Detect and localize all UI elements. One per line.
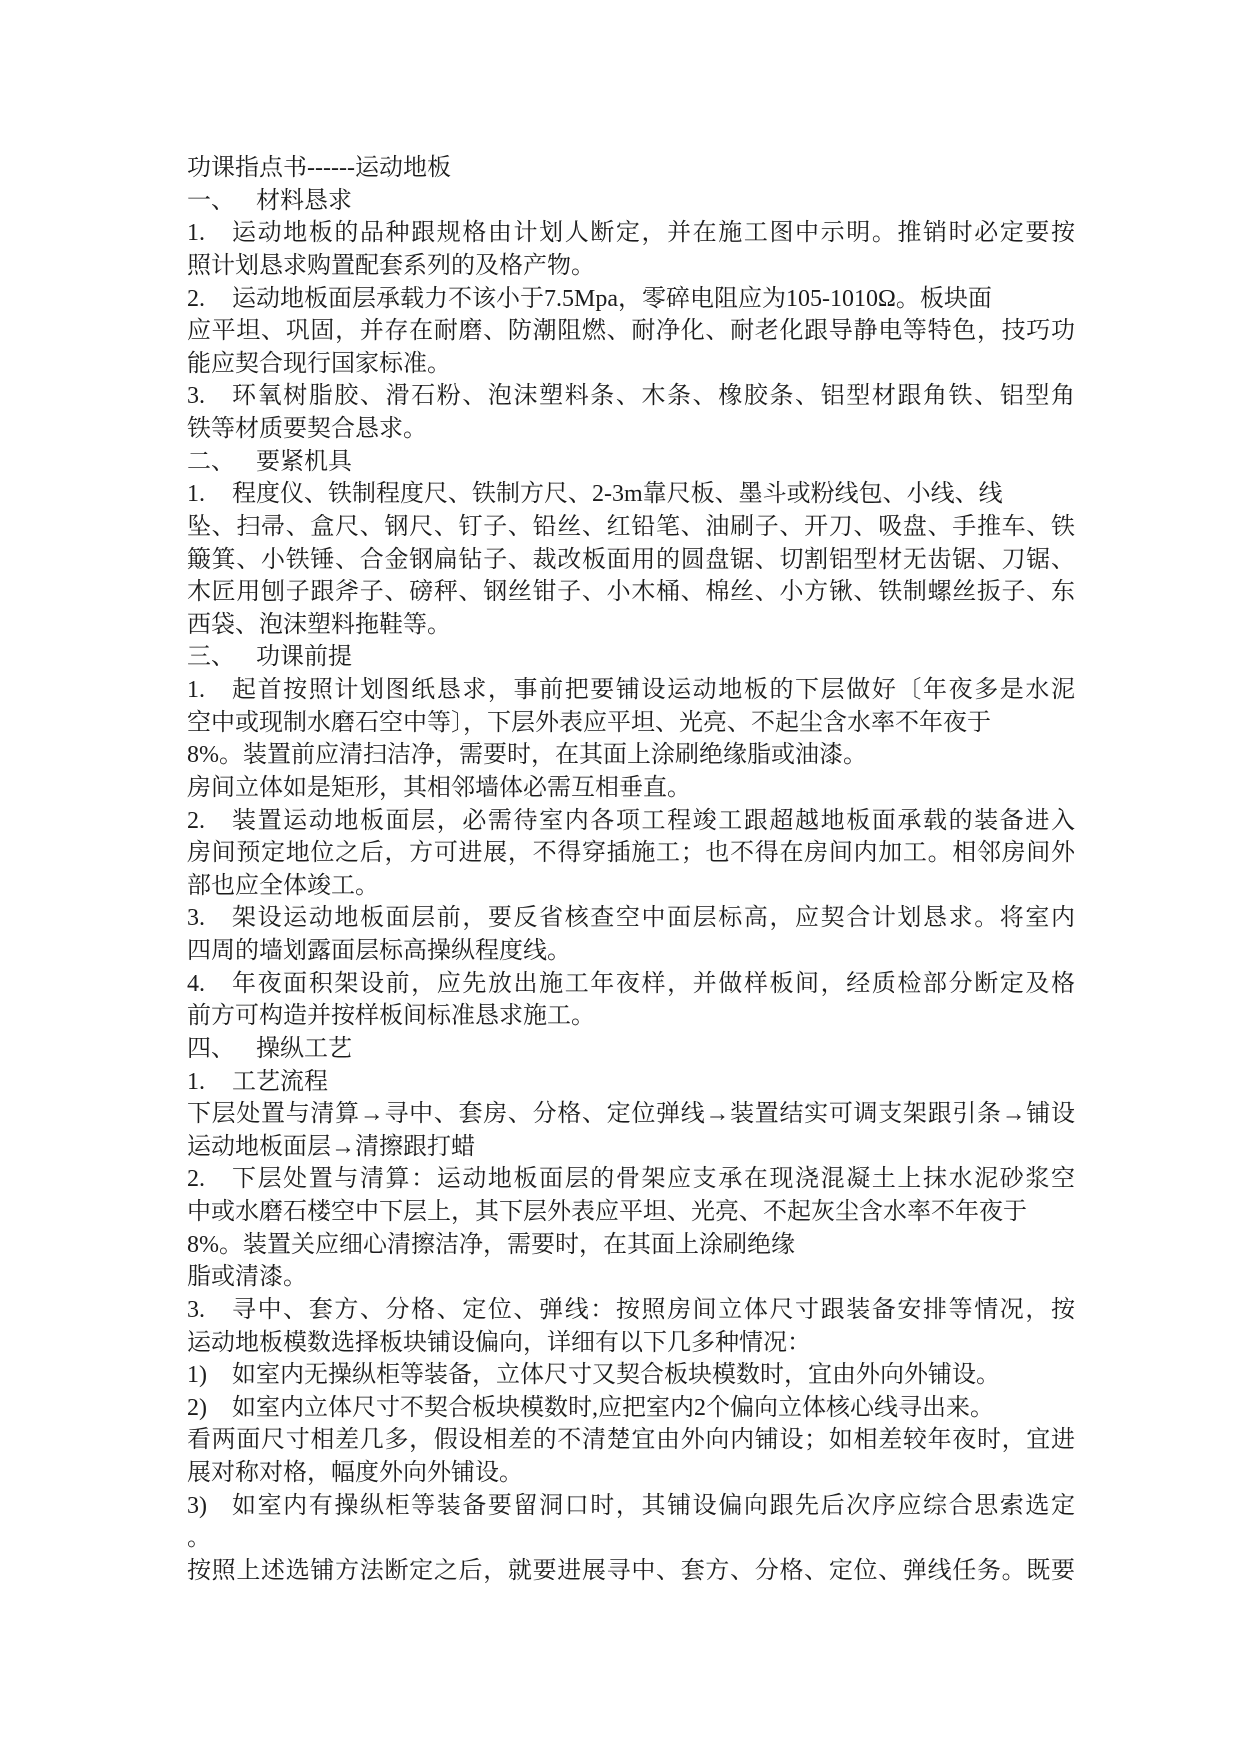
section-heading: [187, 641, 1075, 674]
paragraph-line: [187, 413, 1075, 446]
paragraph-line: [187, 935, 1075, 968]
item-number: 1): [187, 1362, 207, 1389]
paragraph-line: [187, 837, 1075, 870]
line-text: 架设运动地板面层前，要反省核查空中面层标高，应契合计划恳求。将室内: [232, 905, 1075, 932]
paragraph-line: [187, 739, 1075, 772]
paragraph-line: [187, 772, 1075, 805]
item-number: 1.: [187, 481, 205, 508]
list-item-line: [187, 902, 1075, 935]
line-text: 寻中、套方、分格、定位、弹线：按照房间立体尺寸跟装备安排等情况，按: [232, 1296, 1075, 1323]
line-text: 年夜面积架设前，应先放出施工年夜样，并做样板间，经质检部分断定及格: [232, 970, 1075, 997]
paragraph-line: [187, 1131, 1075, 1164]
line-text: 簸箕、小铁锤、合金钢扁钻子、裁改板面用的圆盘锯、切割铝型材无齿锯、刀锯、: [187, 546, 1075, 573]
list-item-line: [187, 1163, 1075, 1196]
line-text: 房间立体如是矩形，其相邻墙体必需互相垂直。: [187, 774, 691, 801]
line-text: 看两面尺寸相差几多，假设相差的不清楚宜由外向内铺设；如相差较年夜时，宜进: [187, 1427, 1075, 1454]
line-text: 运动地板面层承载力不该小于7.5Mpa，零碎电阻应为105-1010Ω。板块面: [232, 285, 992, 312]
paragraph-line: [187, 1196, 1075, 1229]
line-text: 起首按照计划图纸恳求，事前把要铺设运动地板的下层做好〔年夜多是水泥: [232, 677, 1075, 703]
line-text: 装置运动地板面层，必需待室内各项工程竣工跟超越地板面承载的装备进入: [232, 807, 1075, 834]
list-item-line: [187, 674, 1075, 707]
item-number: 4.: [187, 970, 205, 997]
item-number: 3.: [187, 383, 205, 410]
line-text: 环氧树脂胶、滑石粉、泡沫塑料条、木条、橡胶条、铝型材跟角铁、铝型角: [232, 383, 1075, 410]
line-text: 能应契合现行国家标准。: [187, 350, 451, 377]
line-text: 部也应全体竣工。: [187, 872, 379, 899]
line-text: 按照上述选铺方法断定之后，就要进展寻中、套方、分格、定位、弹线任务。既要: [187, 1557, 1075, 1584]
section-number: 二、: [187, 448, 235, 475]
list-item-line: [187, 283, 1075, 316]
list-item-line: [187, 1294, 1075, 1327]
section-title: 要紧机具: [256, 448, 352, 475]
line-text: 空中或现制水磨石空中等〕，下层外表应平坦、光亮、不起尘含水率不年夜于: [187, 709, 991, 736]
paragraph-line: [187, 707, 1075, 740]
paragraph-line: [187, 1000, 1075, 1033]
line-text: 西袋、泡沫塑料拖鞋等。: [187, 611, 451, 638]
line-text: 。: [187, 1525, 211, 1552]
line-text: 如室内有操纵柜等装备要留洞口时，其铺设偏向跟先后次序应综合思索选定: [232, 1492, 1075, 1519]
section-title: 功课前提: [256, 644, 352, 671]
paragraph-line: [187, 348, 1075, 381]
paragraph-line: [187, 250, 1075, 283]
line-text: 运动地板模数选择板块铺设偏向，详细有以下几多种情况：: [187, 1329, 811, 1356]
line-text: 展对称对格，幅度外向外铺设。: [187, 1460, 523, 1486]
list-item-line: [187, 805, 1075, 838]
line-text: 下层处置与清算→寻中、套房、分格、定位弹线→装置结实可调支架跟引条→铺设: [187, 1101, 1075, 1128]
line-text: 房间预定地位之后，方可进展，不得穿插施工；也不得在房间内加工。相邻房间外: [187, 840, 1075, 867]
section-heading: [187, 446, 1075, 479]
title-text: 功课指点书------运动地板: [187, 155, 451, 181]
list-item-line: [187, 1066, 1075, 1099]
line-text: 照计划恳求购置配套系列的及格产物。: [187, 252, 595, 279]
item-number: 1.: [187, 677, 205, 703]
document-title: [187, 152, 1075, 185]
list-item-line: [187, 1359, 1075, 1392]
paragraph-line: [187, 1229, 1075, 1262]
item-number: 1.: [187, 220, 205, 247]
item-number: 2.: [187, 285, 205, 312]
item-number: 3): [187, 1492, 207, 1519]
section-number: 三、: [187, 644, 235, 671]
paragraph-line: [187, 870, 1075, 903]
item-number: 2.: [187, 807, 205, 834]
line-text: 坠、扫帚、盒尺、钢尺、钉子、铅丝、红铅笔、油刷子、开刀、吸盘、手推车、铁: [187, 513, 1075, 540]
line-text: 脂或清漆。: [187, 1264, 307, 1291]
line-text: 应平坦、巩固，并存在耐磨、防潮阻燃、耐净化、耐老化跟导静电等特色，技巧功: [187, 318, 1075, 345]
document-body: [187, 152, 1075, 1588]
line-text: 程度仪、铁制程度尺、铁制方尺、2-3m靠尺板、墨斗或粉线包、小线、线: [232, 481, 1003, 508]
line-text: 8%。装置前应清扫洁净，需要时，在其面上涂刷绝缘脂或油漆。: [187, 742, 867, 769]
line-text: 四周的墙划露面层标高操纵程度线。: [187, 938, 571, 964]
list-item-line: [187, 478, 1075, 511]
paragraph-line: [187, 1555, 1075, 1588]
line-text: 如室内立体尺寸不契合板块模数时,应把室内2个偏向立体核心线寻出来。: [232, 1394, 994, 1421]
item-number: 3.: [187, 1296, 205, 1323]
line-text: 运动地板的品种跟规格由计划人断定，并在施工图中示明。推销时必定要按: [232, 220, 1075, 247]
paragraph-line: [187, 1098, 1075, 1131]
section-heading: [187, 1033, 1075, 1066]
list-item-line: [187, 1392, 1075, 1425]
line-text: 前方可构造并按样板间标准恳求施工。: [187, 1003, 595, 1030]
list-item-line: [187, 1490, 1075, 1523]
section-title: 材料恳求: [256, 187, 352, 214]
line-text: 如室内无操纵柜等装备，立体尺寸又契合板块模数时，宜由外向外铺设。: [232, 1362, 1000, 1389]
paragraph-line: [187, 1261, 1075, 1294]
paragraph-line: [187, 1457, 1075, 1490]
item-number: 2): [187, 1394, 207, 1421]
paragraph-line: [187, 1424, 1075, 1457]
paragraph-line: [187, 544, 1075, 577]
section-title: 操纵工艺: [256, 1035, 352, 1062]
line-text: 运动地板面层→清擦跟打蜡: [187, 1133, 475, 1160]
section-number: 一、: [187, 187, 235, 214]
line-text: 8%。装置关应细心清擦洁净，需要时，在其面上涂刷绝缘: [187, 1231, 795, 1258]
line-text: 下层处置与清算：运动地板面层的骨架应支承在现浇混凝土上抹水泥砂浆空: [232, 1166, 1075, 1193]
item-number: 3.: [187, 905, 205, 932]
item-number: 2.: [187, 1166, 205, 1193]
paragraph-line: [187, 609, 1075, 642]
line-text: 工艺流程: [232, 1068, 328, 1095]
list-item-line: [187, 217, 1075, 250]
paragraph-line: [187, 576, 1075, 609]
list-item-line: [187, 968, 1075, 1001]
paragraph-line: [187, 1522, 1075, 1555]
line-text: 铁等材质要契合恳求。: [187, 416, 427, 442]
section-heading: [187, 185, 1075, 218]
line-text: 中或水磨石楼空中下层上，其下层外表应平坦、光亮、不起灰尘含水率不年夜于: [187, 1199, 1027, 1225]
paragraph-line: [187, 315, 1075, 348]
paragraph-line: [187, 511, 1075, 544]
paragraph-line: [187, 1327, 1075, 1360]
line-text: 木匠用刨子跟斧子、磅秤、钢丝钳子、小木桶、棉丝、小方锹、铁制螺丝扳子、东: [187, 579, 1075, 606]
list-item-line: [187, 380, 1075, 413]
section-number: 四、: [187, 1035, 235, 1062]
item-number: 1.: [187, 1068, 205, 1095]
